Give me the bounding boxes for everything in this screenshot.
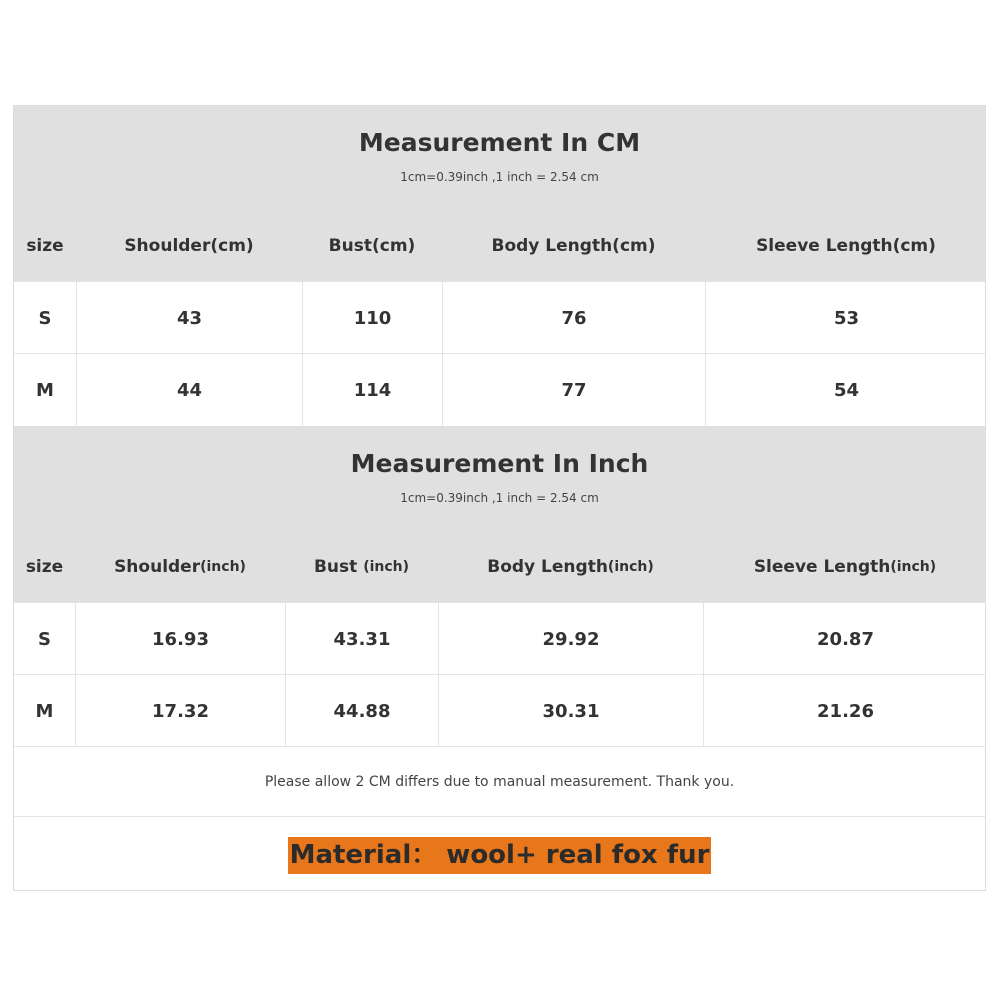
column-header-sleeve-length: Sleeve Length(cm) [756,236,936,256]
shoulder-cell: 43 [76,282,302,354]
sleeve-length-cell: 53 [705,282,987,354]
table-row [14,353,985,427]
material-row [14,816,985,893]
size-cell: M [36,380,54,401]
bust-cell: 114 [302,354,442,427]
table-row [14,602,985,675]
bust-cell: 110 [302,282,442,354]
column-header-shoulder: Shoulder (inch) [114,556,246,577]
column-header-shoulder: Shoulder(cm) [124,236,254,256]
shoulder-cell: 17.32 [75,675,285,747]
measurement-note: Please allow 2 CM differs due to manual measurement. Thank you. [14,746,985,817]
shoulder-cell: 16.93 [75,603,285,675]
sleeve-length-cell: 54 [705,354,987,427]
size-cell: S [38,628,51,650]
size-chart [13,105,986,891]
body-length-cell: 77 [442,354,705,427]
sleeve-length-cell: 20.87 [703,603,987,675]
column-header-body-length: Body Length(cm) [491,236,656,256]
shoulder-cell: 44 [76,354,302,427]
cm-table-header [14,106,985,281]
bust-cell: 43.31 [285,603,438,675]
column-header-size: size [25,556,64,577]
cm-header-row [14,211,985,281]
column-header-size: size [26,236,64,256]
column-header-body-length: Body Length (inch) [487,556,654,577]
body-length-cell: 29.92 [438,603,703,675]
column-header-bust: Bust(cm) [328,236,416,256]
sleeve-length-cell: 21.26 [703,675,987,747]
material-label: Material： wool+ real fox fur [288,837,712,874]
cm-table-title: Measurement In CM [358,128,641,157]
size-cell: M [35,700,54,722]
body-length-cell: 76 [442,282,705,354]
inch-table-title: Measurement In Inch [350,449,649,478]
column-header-bust: Bust (inch) [313,556,410,577]
inch-header-row [14,531,985,602]
size-cell: S [38,307,52,329]
column-header-sleeve-length: Sleeve Length (inch) [753,556,937,577]
inch-table-header [14,426,985,602]
body-length-cell: 30.31 [438,675,703,747]
table-row [14,281,985,354]
cm-table-subtitle: 1cm=0.39inch ,1 inch = 2.54 cm [400,170,599,184]
bust-cell: 44.88 [285,675,438,747]
inch-table-subtitle: 1cm=0.39inch ,1 inch = 2.54 cm [400,491,599,505]
table-row [14,674,985,747]
